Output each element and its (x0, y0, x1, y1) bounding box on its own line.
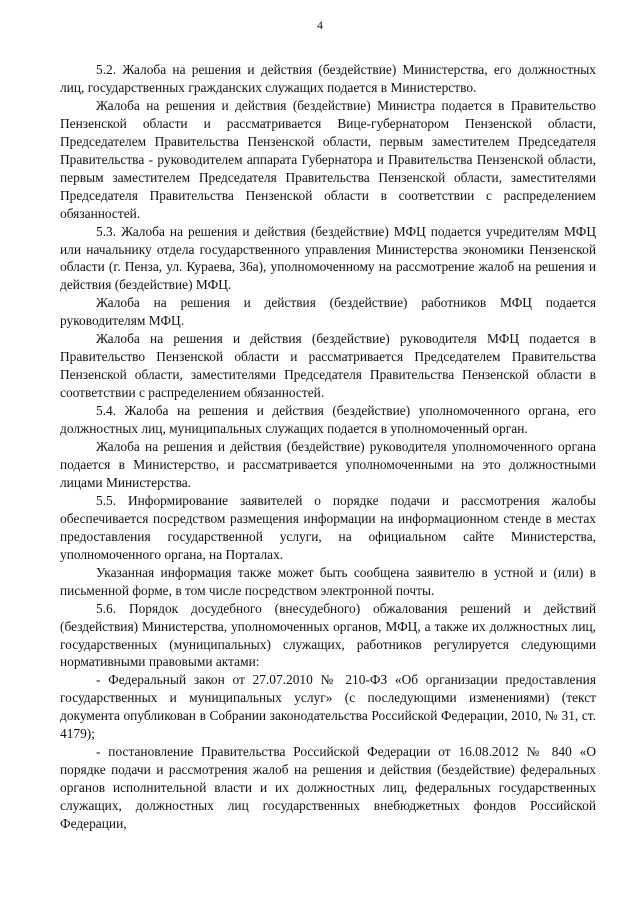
page-number: 4 (317, 18, 323, 32)
list-item-government-decree: - постановление Правительства Российской Федерации от 16.08.2012 № 840 «О порядке подачи и рассмотрения жалоб на решения и действия (бездействие) федеральных органов исполнительной власти и их должностных лиц, федеральных государственных служащих, должностных лиц государственных внебюджетных фондов Российской Федерации, (60, 744, 596, 832)
paragraph-5-2: 5.2. Жалоба на решения и действия (бездействие) Министерства, его должностных лиц, государственных гражданских служащих подается в Министерство. (60, 62, 596, 95)
paragraph-authorized-body-head-complaint: Жалоба на решения и действия (бездействие) руководителя уполномоченного органа подается в Министерство, и рассматривается уполномоченными на это должностными лицами Министерства. (60, 439, 596, 490)
paragraph-5-5: 5.5. Информирование заявителей о порядке подачи и рассмотрения жалобы обеспечивается посредством размещения информации на информационном стенде в местах предоставления государственной услуги, на официальном сайте Министерства, уполномоченного органа, на Порталах. (60, 492, 596, 562)
paragraph-5-4: 5.4. Жалоба на решения и действия (бездействие) уполномоченного органа, его должностных лиц, муниципальных служащих подается в уполномоченный орган. (60, 403, 596, 437)
list-item-federal-law: - Федеральный закон от 27.07.2010 № 210-ФЗ «Об организации предоставления государственных и муниципальных услуг» (с последующими изменениями) (текст документа опубликован в Собрании законодательства Российской Федерации, 2010, № 31, ст. 4179); (60, 672, 596, 742)
paragraph-mfc-workers-complaint: Жалоба на решения и действия (бездействие) работников МФЦ подается руководителям МФЦ. (60, 295, 596, 329)
document-body (60, 61, 596, 833)
paragraph-mfc-head-complaint: Жалоба на решения и действия (бездействие) руководителя МФЦ подается в Правительство Пензенской области и рассматривается Председателем Правительства Пензенской области, заместителями Председателя Правительства Пензенской области в соответствии с распределением обязанностей. (60, 331, 596, 401)
paragraph-5-3: 5.3. Жалоба на решения и действия (бездействие) МФЦ подается учредителям МФЦ или начальнику отдела государственного управления Министерства экономики Пензенской области (г. Пенза, ул. Кураева, 36а), уполномоченному на рассмотрение жалоб на решения и действия (бездействие) МФЦ. (60, 223, 596, 293)
paragraph-minister-complaint: Жалоба на решения и действия (бездействие) Министра подается в Правительство Пензенской области и рассматривается Вице-губернатором Пензенской области, Председателем Правительства Пензенской области, первым заместителем Председателя Правительства - руководителем аппарата Губернатора и Правительства Пензенской области, первым заместителем Председателя Правительства Пензенской области, заместителями Председателя Правительства Пензенской области в соответствии с распределением обязанностей. (60, 97, 596, 221)
paragraph-information-channels: Указанная информация также может быть сообщена заявителю в устной и (или) в письменной форме, в том числе посредством электронной почты. (60, 564, 596, 598)
paragraph-5-6: 5.6. Порядок досудебного (внесудебного) обжалования решений и действий (бездействия) Министерства, уполномоченных органов, МФЦ, а также их должностных лиц, государственных (муниципальных) служащих, работников регулируется следующими нормативными правовыми актами: (60, 600, 596, 670)
